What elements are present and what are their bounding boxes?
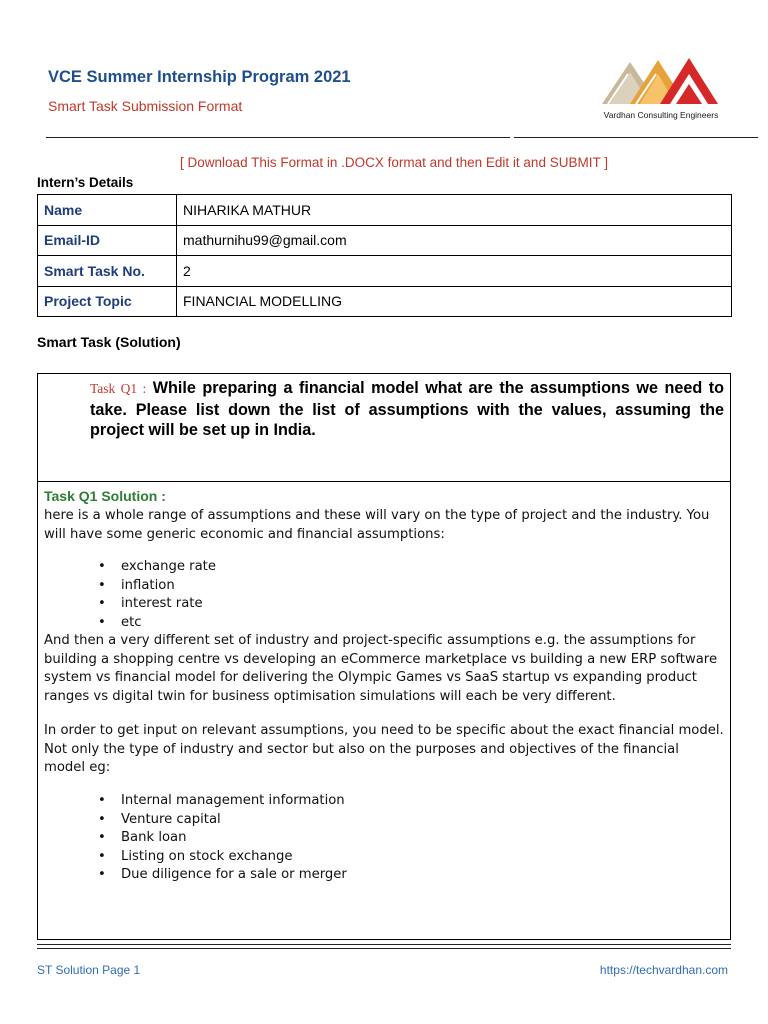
name-label: Name (38, 195, 177, 226)
question-label: Task Q1 : (90, 381, 147, 396)
list-item: • Listing on stock exchange (44, 848, 724, 867)
list-item: • etc (44, 614, 724, 633)
name-value: NIHARIKA MATHUR (177, 195, 732, 226)
format-subtitle: Smart Task Submission Format (48, 98, 243, 114)
header-rule (514, 137, 758, 138)
list-item: • exchange rate (44, 558, 724, 577)
purpose-list (44, 792, 724, 885)
industry-paragraph: And then a very different set of industry and project-specific assumptions e.g. the assumptions for building a shopping centre vs developing an eCommerce marketplace vs building a new ERP software system vs financial model for delivering the Olympic Games vs SaaS startup vs expanding product ranges vs digital twin for business optimisation simulations will each be very different. (44, 633, 718, 704)
table-row (38, 195, 732, 226)
list-item: • Bank loan (44, 829, 724, 848)
answer-intro: here is a whole range of assumptions and these will vary on the type of project and the industry. You will have some generic economic and financial assumptions: (44, 508, 710, 542)
task-number-value: 2 (177, 256, 732, 287)
header-rule (46, 137, 510, 138)
list-item: • inflation (44, 577, 724, 596)
footer-url-link[interactable]: https://techvardhan.com (599, 963, 728, 977)
vardhan-logo-icon (596, 52, 726, 124)
task-question (90, 378, 724, 441)
question-text: While preparing a financial model what are the assumptions we need to take. Please list down the list of assumptions with the values, assuming the project will be set up in India. (90, 379, 724, 439)
table-row (38, 225, 732, 256)
footer-page-label: ST Solution Page 1 (37, 963, 141, 977)
task-number-label: Smart Task No. (38, 256, 177, 287)
purpose-paragraph: In order to get input on relevant assumptions, you need to be specific about the exact financial model. Not only the type of industry and sector but also on the purposes and objectives of the financial model eg: (44, 723, 724, 775)
interns-details-heading: Intern’s Details (37, 175, 134, 190)
footer-rule (37, 944, 731, 945)
smart-task-heading: Smart Task (Solution) (37, 334, 181, 350)
company-logo (596, 52, 726, 124)
footer-rule (37, 948, 731, 949)
list-item: • Venture capital (44, 811, 724, 830)
table-row (38, 286, 732, 317)
interns-details-table (37, 194, 732, 317)
email-label: Email-ID (38, 225, 177, 256)
project-topic-value: FINANCIAL MODELLING (177, 286, 732, 317)
solution-label: Task Q1 Solution : (44, 488, 166, 504)
box-divider (37, 481, 731, 482)
svg-text:Vardhan Consulting Engineers: Vardhan Consulting Engineers (603, 110, 719, 120)
table-row (38, 256, 732, 287)
list-item: • Internal management information (44, 792, 724, 811)
project-topic-label: Project Topic (38, 286, 177, 317)
email-value: mathurnihu99@gmail.com (177, 225, 732, 256)
list-item: • interest rate (44, 595, 724, 614)
assumption-list (44, 558, 724, 632)
program-title: VCE Summer Internship Program 2021 (48, 68, 351, 86)
download-note: [ Download This Format in .DOCX format and then Edit it and SUBMIT ] (180, 155, 608, 170)
list-item: • Due diligence for a sale or merger (44, 866, 724, 885)
